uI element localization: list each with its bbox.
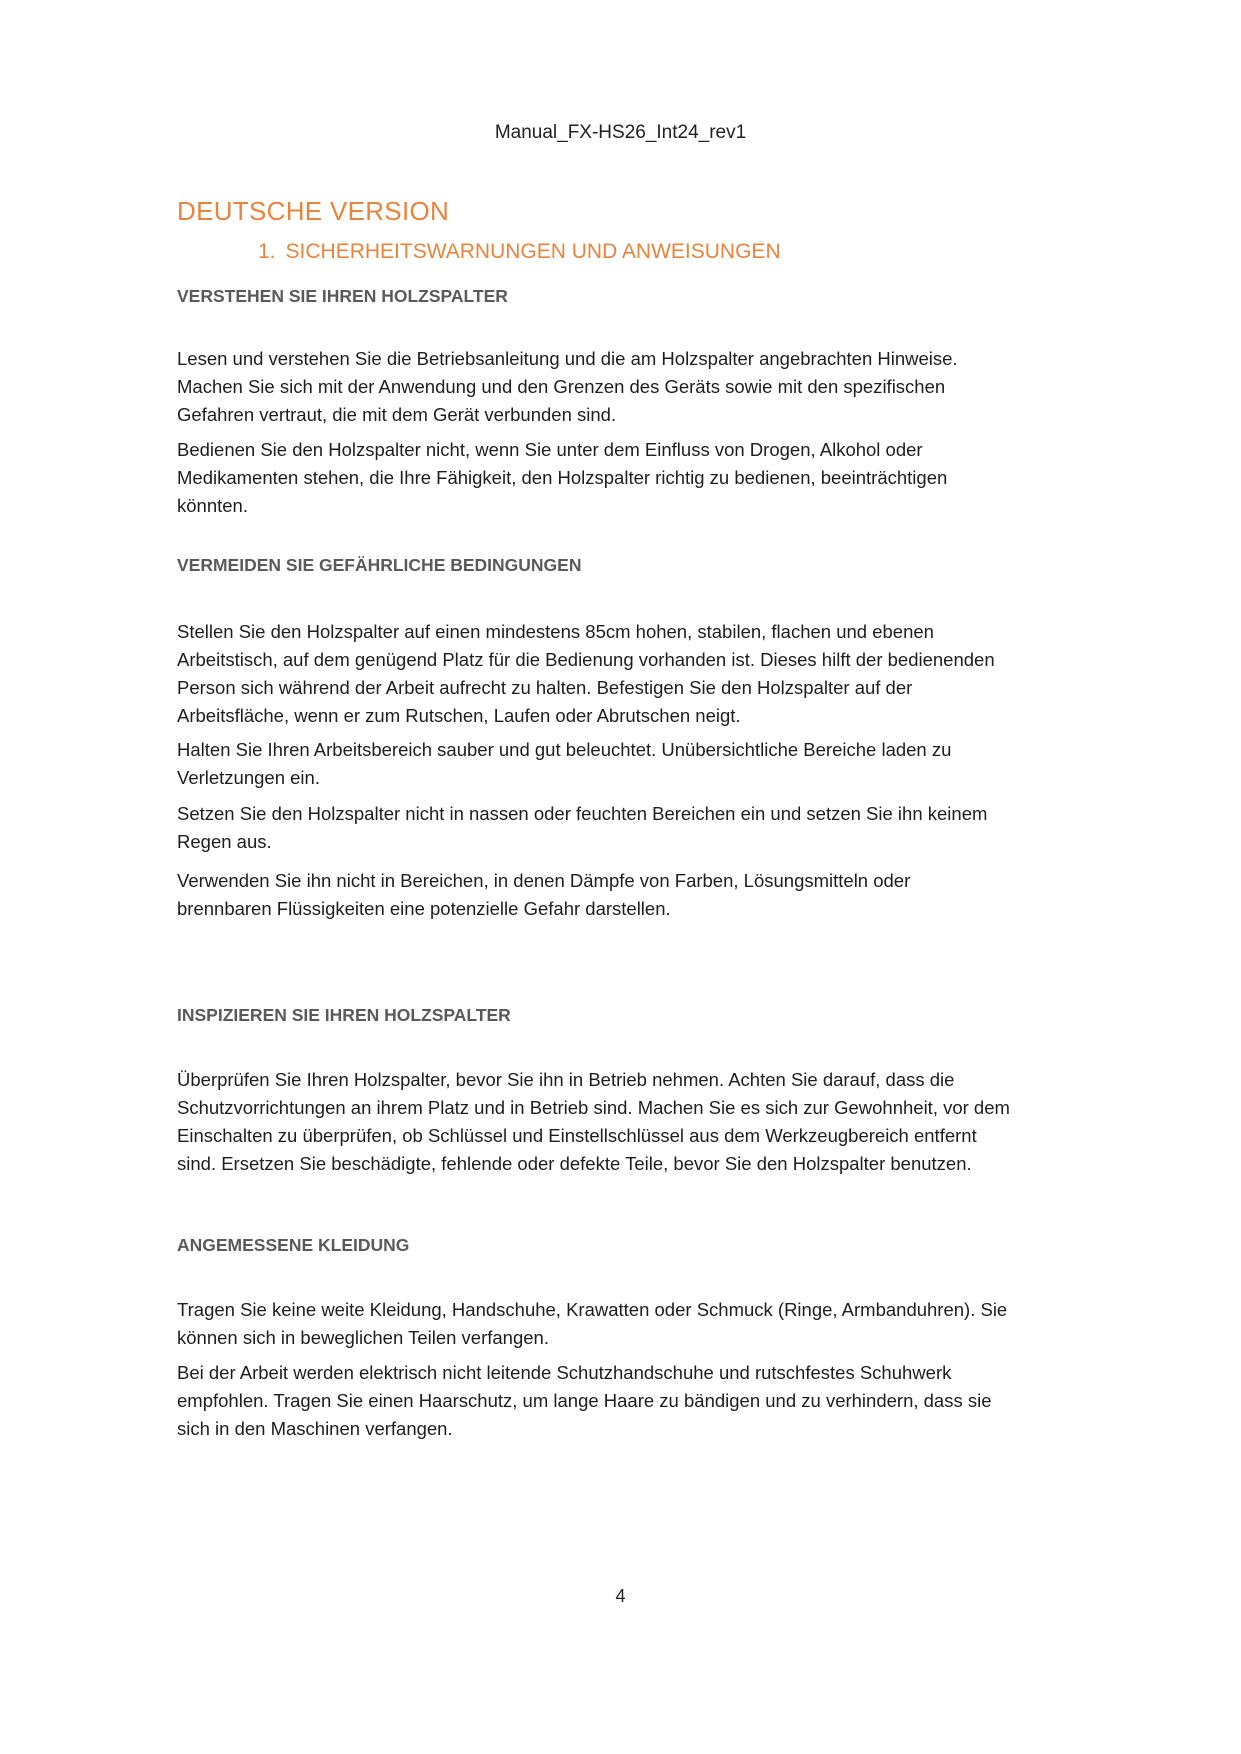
paragraph-line: Bei der Arbeit werden elektrisch nicht leitende Schutzhandschuhe und rutschfestes Schuhwerk	[177, 1362, 952, 1383]
paragraph-line: Tragen Sie keine weite Kleidung, Handschuhe, Krawatten oder Schmuck (Ringe, Armbanduhren). Sie	[177, 1299, 1008, 1320]
paragraph	[177, 1296, 1077, 1352]
paragraph-line: könnten.	[177, 495, 248, 516]
paragraph-line: Arbeitstisch, auf dem genügend Platz für die Bedienung vorhanden ist. Dieses hilft der bedienenden	[177, 649, 995, 670]
paragraph	[177, 618, 1077, 730]
paragraph	[177, 1359, 1077, 1443]
paragraph-line: Setzen Sie den Holzspalter nicht in nassen oder feuchten Bereichen ein und setzen Sie ihn keinem	[177, 803, 988, 824]
paragraph	[177, 867, 1077, 923]
section-heading: VERSTEHEN SIE IHREN HOLZSPALTER	[177, 286, 508, 306]
paragraph-line: Arbeitsfläche, wenn er zum Rutschen, Laufen oder Abrutschen neigt.	[177, 705, 741, 726]
paragraph-line: sind. Ersetzen Sie beschädigte, fehlende oder defekte Teile, bevor Sie den Holzspalter benutzen.	[177, 1153, 972, 1174]
paragraph	[177, 1066, 1077, 1178]
paragraph-line: Gefahren vertraut, die mit dem Gerät verbunden sind.	[177, 404, 617, 425]
paragraph-line: brennbaren Flüssigkeiten eine potenzielle Gefahr darstellen.	[177, 898, 671, 919]
section-heading: INSPIZIEREN SIE IHREN HOLZSPALTER	[177, 1005, 511, 1025]
chapter-heading	[258, 240, 781, 264]
chapter-title: SICHERHEITSWARNUNGEN UND ANWEISUNGEN	[285, 240, 781, 263]
paragraph-line: Verwenden Sie ihn nicht in Bereichen, in denen Dämpfe von Farben, Lösungsmitteln oder	[177, 870, 911, 891]
paragraph-line: Regen aus.	[177, 831, 272, 852]
paragraph-line: Bedienen Sie den Holzspalter nicht, wenn Sie unter dem Einfluss von Drogen, Alkohol oder	[177, 439, 923, 460]
paragraph-line: Person sich während der Arbeit aufrecht zu halten. Befestigen Sie den Holzspalter auf der	[177, 677, 913, 698]
document-title: DEUTSCHE VERSION	[177, 196, 450, 226]
paragraph-line: empfohlen. Tragen Sie einen Haarschutz, um lange Haare zu bändigen und zu verhindern, dass sie	[177, 1390, 992, 1411]
paragraph-line: Verletzungen ein.	[177, 767, 320, 788]
page-number: 4	[615, 1586, 626, 1606]
paragraph-line: Stellen Sie den Holzspalter auf einen mindestens 85cm hohen, stabilen, flachen und ebenen	[177, 621, 934, 642]
paragraph-line: Einschalten zu überprüfen, ob Schlüssel und Einstellschlüssel aus dem Werkzeugbereich entfernt	[177, 1125, 977, 1146]
chapter-number: 1.	[258, 240, 276, 263]
paragraph-line: können sich in beweglichen Teilen verfangen.	[177, 1327, 549, 1348]
paragraph-line: Halten Sie Ihren Arbeitsbereich sauber und gut beleuchtet. Unübersichtliche Bereiche laden zu	[177, 739, 952, 760]
paragraph	[177, 800, 1077, 856]
section-heading: ANGEMESSENE KLEIDUNG	[177, 1235, 410, 1255]
paragraph-line: Machen Sie sich mit der Anwendung und den Grenzen des Geräts sowie mit den spezifischen	[177, 376, 946, 397]
paragraph	[177, 436, 1077, 520]
paragraph-line: Lesen und verstehen Sie die Betriebsanleitung und die am Holzspalter angebrachten Hinweise.	[177, 348, 958, 369]
paragraph	[177, 736, 1077, 792]
paragraph	[177, 345, 1077, 429]
paragraph-line: Medikamenten stehen, die Ihre Fähigkeit, den Holzspalter richtig zu bedienen, beeinträchtigen	[177, 467, 948, 488]
section-heading: VERMEIDEN SIE GEFÄHRLICHE BEDINGUNGEN	[177, 555, 582, 575]
paragraph-line: Überprüfen Sie Ihren Holzspalter, bevor Sie ihn in Betrieb nehmen. Achten Sie darauf, dass die	[177, 1069, 955, 1090]
paragraph-line: sich in den Maschinen verfangen.	[177, 1418, 453, 1439]
document-header: Manual_FX-HS26_Int24_rev1	[494, 122, 747, 143]
paragraph-line: Schutzvorrichtungen an ihrem Platz und in Betrieb sind. Machen Sie es sich zur Gewohnheit, vor dem	[177, 1097, 1010, 1118]
